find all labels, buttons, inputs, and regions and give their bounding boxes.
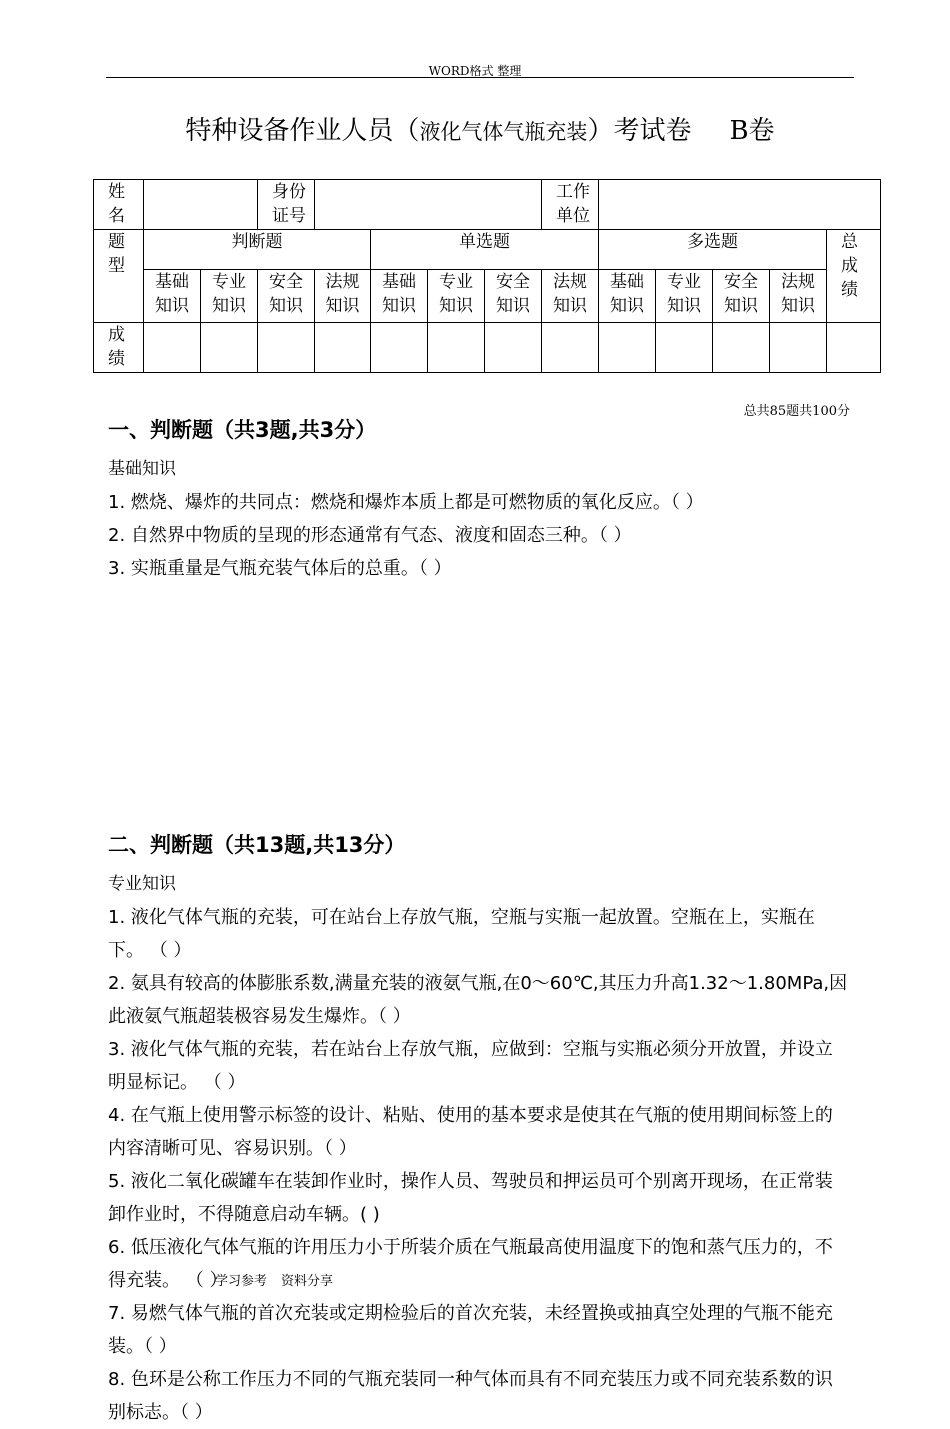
question-item: 7. 易燃气体气瓶的首次充装或定期检验后的首次充装，未经置换或抽真空处理的气瓶不能充装。（ ） [108,1303,833,1357]
sub-basic: 基础 知识 [144,270,201,323]
question-item: 1. 液化气体气瓶的充装，可在站台上存放气瓶，空瓶与实瓶一起放置。空瓶在上，实瓶在下。 （ ） [108,907,815,961]
question-item: 2. 氨具有较高的体膨胀系数,满量充装的液氨气瓶,在0～60℃,其压力升高1.32～1.80MPa,因此液氨气瓶超装极容易发生爆炸。（ ） [108,973,848,1027]
page-header: WORD格式 整理 [428,64,522,78]
group-multi: 多选题 [599,230,827,270]
sub-safety: 安全 知识 [485,270,542,323]
info-table [93,179,881,373]
sub-safety: 安全 知识 [258,270,315,323]
score-cell[interactable] [770,323,827,373]
score-cell[interactable] [656,323,713,373]
score-label: 成 绩 [94,323,144,373]
total-score-cell[interactable] [827,323,881,373]
score-cell[interactable] [201,323,258,373]
score-cell[interactable] [428,323,485,373]
sub-basic: 基础 知识 [371,270,428,323]
section-1 [108,414,848,829]
total-label: 总 成 绩 [827,230,881,323]
section-1-heading: 一、判断题（共3题,共3分） [108,418,377,442]
sub-safety: 安全 知识 [713,270,770,323]
question-item: 3. 实瓶重量是气瓶充装气体后的总重。（ ） [108,558,452,579]
sub-law: 法规 知识 [542,270,599,323]
section-2-heading: 二、判断题（共13题,共13分） [108,833,406,857]
sub-pro: 专业 知识 [201,270,258,323]
work-field[interactable] [599,180,881,230]
question-item: 8. 色环是公称工作压力不同的气瓶充装同一种气体而具有不同充装压力或不同充装系数的识别标志。（ ） [108,1369,833,1423]
title-end: ）考试卷 [587,116,692,146]
page-footer [215,1270,333,1289]
sub-law: 法规 知识 [770,270,827,323]
question-item: 2. 自然界中物质的呈现的形态通常有气态、液度和固态三种。（ ） [108,525,632,546]
score-cell[interactable] [315,323,371,373]
section-2 [108,829,848,1429]
name-field[interactable] [144,180,258,230]
group-judge: 判断题 [144,230,371,270]
group-single: 单选题 [371,230,599,270]
sub-law: 法规 知识 [315,270,371,323]
work-label: 工作 单位 [542,180,599,230]
score-cell[interactable] [542,323,599,373]
question-item: 3. 液化气体气瓶的充装，若在站台上存放气瓶，应做到：空瓶与实瓶必须分开放置，并设立明显标记。 （ ） [108,1039,833,1093]
score-cell[interactable] [599,323,656,373]
section-1-subheading: 基础知识 [108,459,176,479]
sub-pro: 专业 知识 [656,270,713,323]
score-cell[interactable] [485,323,542,373]
title-subject: 液化气体气瓶充装 [419,120,588,144]
id-label: 身份 证号 [258,180,315,230]
sub-pro: 专业 知识 [428,270,485,323]
title-paper: B卷 [729,116,775,146]
section-2-subheading: 专业知识 [108,874,176,894]
score-cell[interactable] [258,323,315,373]
question-item: 6. 低压液化气体气瓶的许用压力小于所装介质在气瓶最高使用温度下的饱和蒸气压力的，不得充装。 （ ） [108,1237,833,1291]
header-divider [106,77,854,78]
type-label: 题 型 [94,230,144,323]
name-label: 姓 名 [94,180,144,230]
footer-left: 学习参考 [215,1274,268,1289]
question-item: 1. 燃烧、爆炸的共同点：燃烧和爆炸本质上都是可燃物质的氧化反应。（ ） [108,492,704,513]
sub-basic: 基础 知识 [599,270,656,323]
score-cell[interactable] [713,323,770,373]
footer-right: 资料分享 [281,1274,334,1289]
id-field[interactable] [315,180,542,230]
question-item: 4. 在气瓶上使用警示标签的设计、粘贴、使用的基本要求是使其在气瓶的使用期间标签上的内容清晰可见、容易识别。（ ） [108,1105,833,1159]
question-item: 5. 液化二氧化碳罐车在装卸作业时，操作人员、驾驶员和押运员可个别离开现场，在正常装卸作业时，不得随意启动车辆。( ) [108,1171,833,1225]
score-cell[interactable] [371,323,428,373]
page-title [106,110,854,147]
total-note: 总共85题共100分 [743,404,850,419]
score-cell[interactable] [144,323,201,373]
title-main: 特种设备作业人员（ [185,116,420,146]
